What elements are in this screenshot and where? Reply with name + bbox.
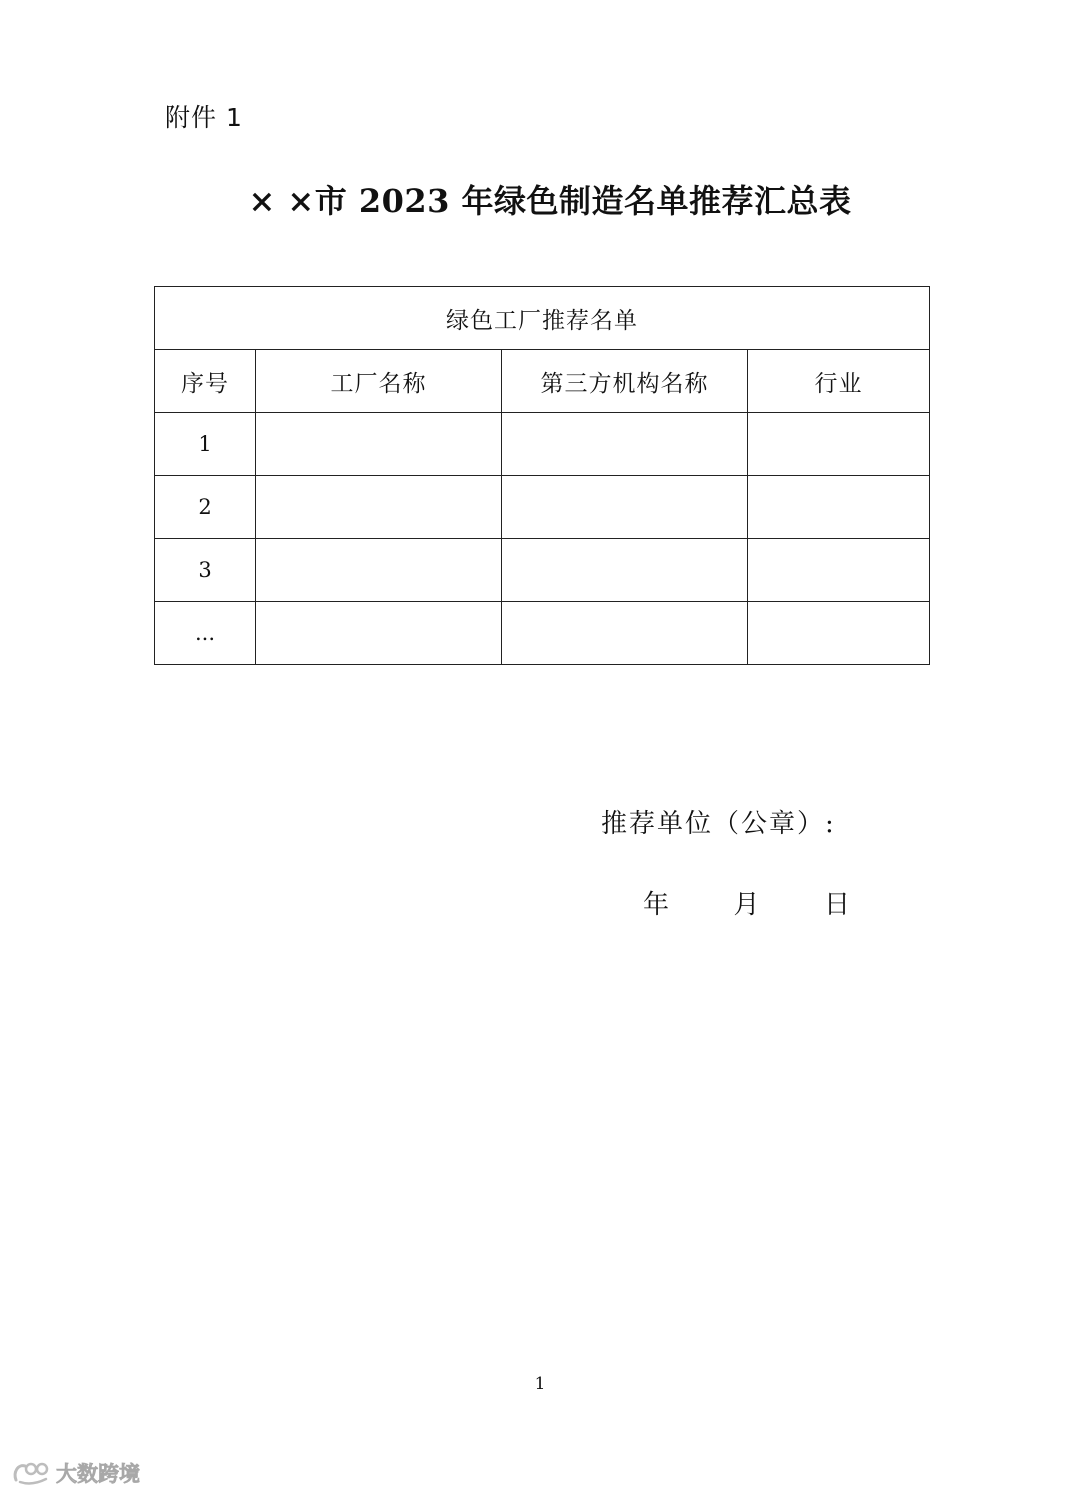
cell-industry: [748, 602, 930, 665]
cell-third-party-name: [502, 602, 748, 665]
recommending-unit-label: 推荐单位（公章）:: [601, 809, 836, 839]
cell-industry: [748, 413, 930, 476]
column-header-industry: 行业: [748, 350, 930, 413]
table-row: [155, 476, 930, 539]
table-caption-row: [155, 287, 930, 350]
column-header-seq: 序号: [155, 350, 256, 413]
watermark: [12, 1458, 140, 1488]
page-number: 1: [534, 1374, 546, 1394]
recommendation-table: [154, 286, 930, 665]
column-header-third-party-name: 第三方机构名称: [502, 350, 748, 413]
cell-factory-name: [256, 476, 502, 539]
cell-seq: 3: [155, 539, 256, 602]
date-label: 年 月 日: [643, 890, 851, 920]
cell-seq: 2: [155, 476, 256, 539]
document-title: × ×市 2023 年绿色制造名单推荐汇总表: [248, 182, 852, 220]
table-caption: 绿色工厂推荐名单: [155, 287, 930, 350]
cell-third-party-name: [502, 476, 748, 539]
column-header-factory-name: 工厂名称: [256, 350, 502, 413]
cell-seq: ...: [155, 602, 256, 665]
table-row: [155, 539, 930, 602]
table-row: [155, 602, 930, 665]
attachment-label: 附件 1: [165, 103, 243, 132]
table-row: [155, 413, 930, 476]
logo-icon: [12, 1460, 52, 1486]
cell-factory-name: [256, 602, 502, 665]
table-header-row: [155, 350, 930, 413]
cell-industry: [748, 539, 930, 602]
watermark-text: 大数跨境: [56, 1462, 140, 1486]
cell-third-party-name: [502, 413, 748, 476]
cell-industry: [748, 476, 930, 539]
cell-seq: 1: [155, 413, 256, 476]
cell-factory-name: [256, 539, 502, 602]
cell-third-party-name: [502, 539, 748, 602]
cell-factory-name: [256, 413, 502, 476]
